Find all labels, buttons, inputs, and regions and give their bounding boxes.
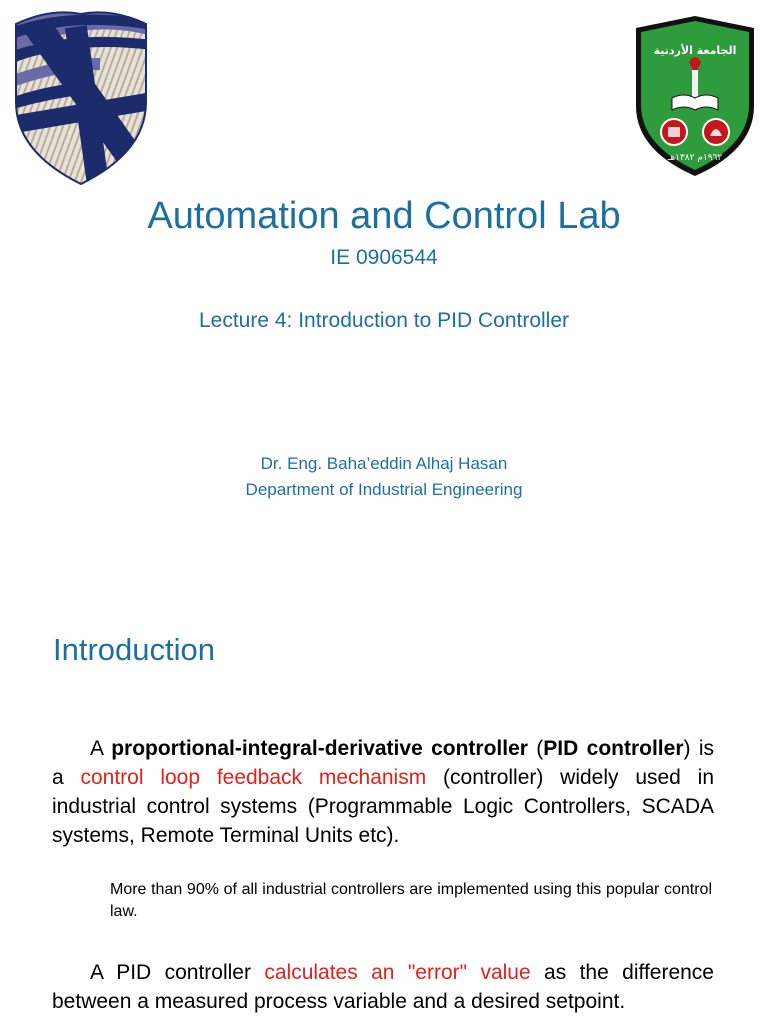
section-heading-introduction: Introduction [53, 632, 215, 667]
p1-red-highlight: control loop feedback mechanism [80, 766, 427, 789]
note-90-percent: More than 90% of all industrial controllers are implemented using this popular control law. [110, 881, 712, 920]
lecture-title: Lecture 4: Introduction to PID Controller [198, 309, 570, 332]
p1-text-d: (controller) widely used in industrial control systems (Programmable Logic Controllers, SCADA systems, Remote Terminal Units etc). [52, 766, 715, 847]
p1-bold-abbrev: PID controller [543, 737, 684, 760]
p1-text-a: A [90, 737, 112, 760]
p2-text-a: A PID controller [90, 961, 265, 984]
instructor-name: Dr. Eng. Baha’eddin Alhaj Hasan [260, 454, 508, 473]
course-code: IE 0906544 [330, 246, 438, 269]
university-of-jordan-seal [634, 14, 756, 178]
p2-red-highlight: calculates an "error" value [264, 961, 531, 984]
p1-text-c: ) is a [52, 737, 715, 789]
p1-text-b: ( [527, 737, 544, 760]
p1-bold-term: proportional-integral-derivative controller [111, 737, 528, 760]
paragraph-pid-definition [52, 734, 714, 850]
faculty-shield-logo [10, 6, 152, 186]
shield-icon [10, 6, 152, 186]
seal-top-text: الجامعة الأردنية [653, 44, 737, 57]
course-title: Automation and Control Lab [147, 195, 621, 237]
p2-text-b: as the difference between a measured process variable and a desired setpoint. [52, 961, 714, 1013]
university-seal-icon [634, 14, 756, 178]
department-name: Department of Industrial Engineering [245, 480, 523, 499]
paragraph-error-value [52, 958, 714, 1016]
seal-bottom-text: ١٩٦٢م ١٣٨٢هـ [667, 153, 723, 163]
